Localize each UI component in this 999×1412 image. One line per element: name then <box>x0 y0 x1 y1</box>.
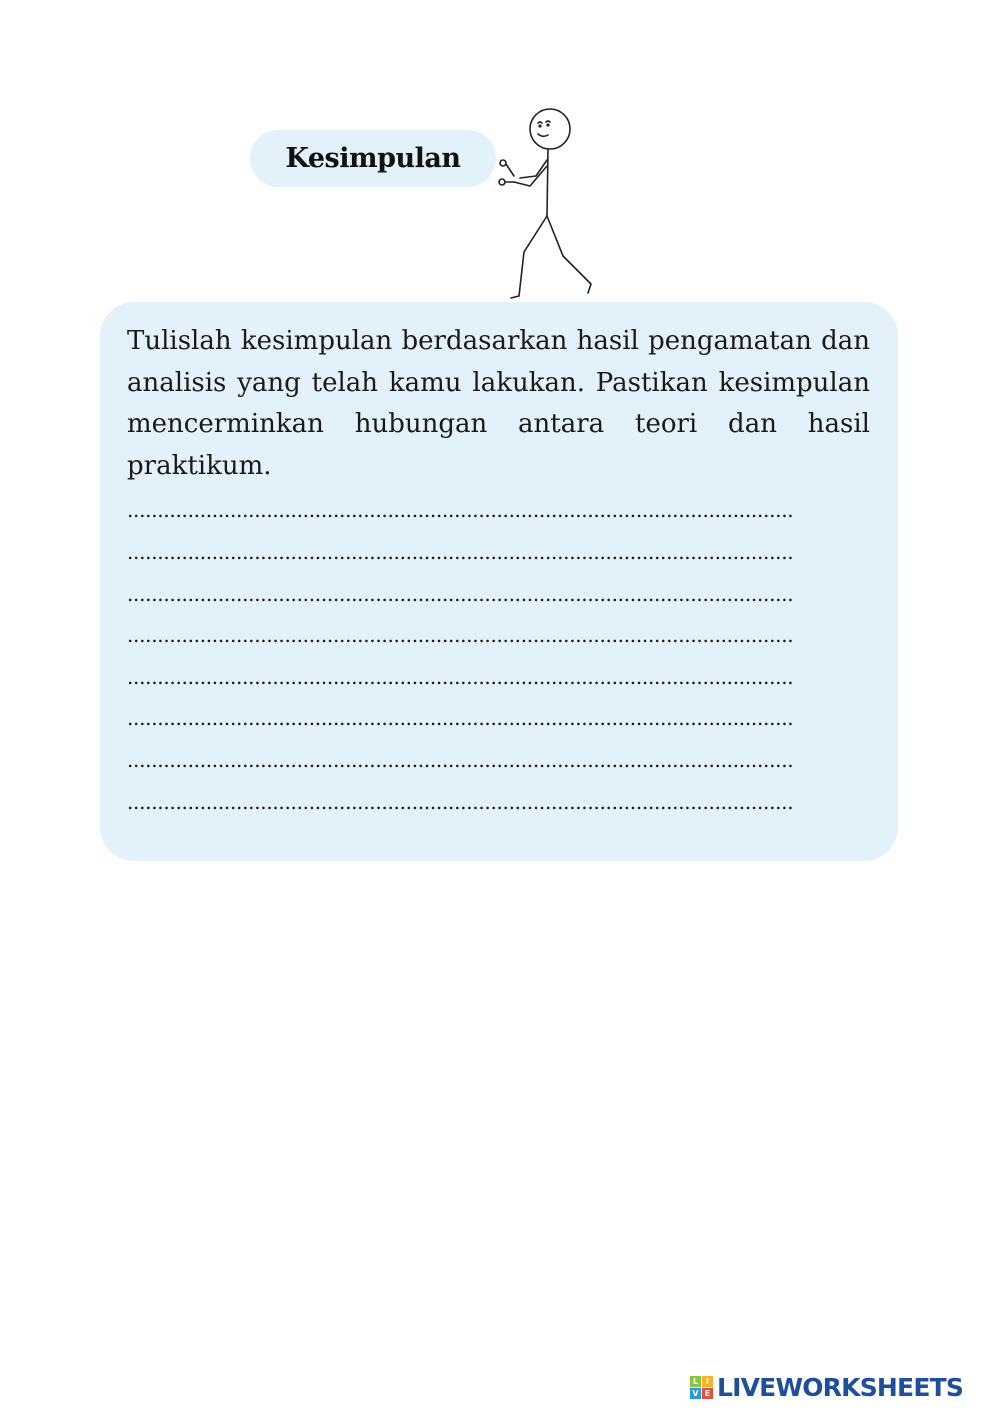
answer-line[interactable]: .............................................................................................................. <box>127 750 794 770</box>
logo-tile: L <box>690 1376 701 1387</box>
liveworksheets-brand <box>690 1371 963 1403</box>
section-title-pill <box>250 130 496 187</box>
logo-tile: I <box>702 1376 713 1387</box>
walking-stick-figure-icon <box>490 100 600 305</box>
answer-line[interactable]: .............................................................................................................. <box>127 667 794 687</box>
conclusion-panel <box>100 302 898 861</box>
answer-line[interactable]: .............................................................................................................. <box>127 542 794 562</box>
logo-tile: E <box>702 1388 713 1399</box>
instruction-text: Tulislah kesimpulan berdasarkan hasil pengamatan dan analisis yang telah kamu lakukan. Pastikan kesimpulan mencerminkan hubungan antara teori dan hasil praktikum. <box>127 326 870 481</box>
answer-line[interactable]: .............................................................................................................. <box>127 625 794 645</box>
page-title: Kesimpulan <box>285 143 461 174</box>
logo-tile: V <box>690 1388 701 1399</box>
answer-line[interactable]: .............................................................................................................. <box>127 792 794 812</box>
answer-line[interactable]: .............................................................................................................. <box>127 584 794 604</box>
liveworksheets-logo-icon <box>690 1376 713 1399</box>
brand-name: LIVEWORKSHEETS <box>717 1372 964 1402</box>
answer-line[interactable]: .............................................................................................................. <box>127 708 794 728</box>
answer-line[interactable]: .............................................................................................................. <box>127 500 794 520</box>
